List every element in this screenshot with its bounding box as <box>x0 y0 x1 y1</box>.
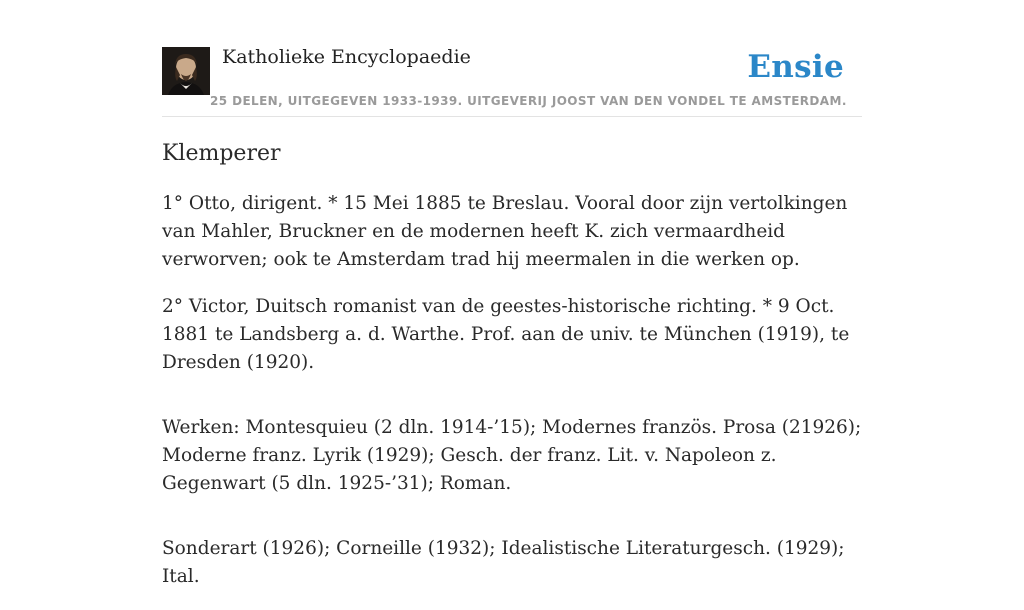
article-paragraph: 2° Victor, Duitsch romanist van de geestes-historische richting. * 9 Oct. 1881 te Landsberg a. d. Warthe. Prof. aan de univ. te München (1919), te Dresden (1920). <box>162 296 850 373</box>
source-title[interactable]: Katholieke Encyclopaedie <box>222 46 471 68</box>
source-header <box>162 44 862 117</box>
article-paragraph: Sonderart (1926); Corneille (1932); Idealistische Literaturgesch. (1929); Ital. <box>162 538 845 587</box>
article-title: Klemperer <box>162 141 281 166</box>
article-paragraph: 1° Otto, dirigent. * 15 Mei 1885 te Breslau. Vooral door zijn vertolkingen van Mahler, Bruckner en de modernen heeft K. zich vermaardheid verworven; ook te Amsterdam trad hij meermalen in die werken op. <box>162 193 848 270</box>
ensie-logo[interactable]: Ensie <box>747 49 844 85</box>
article <box>162 138 862 610</box>
portrait-avatar-icon[interactable] <box>162 47 210 95</box>
source-meta: 25 DELEN, UITGEGEVEN 1933-1939. UITGEVERIJ JOOST VAN DEN VONDEL TE AMSTERDAM. <box>210 94 847 108</box>
article-paragraph: Werken: Montesquieu (2 dln. 1914-’15); Modernes französ. Prosa (21926); Moderne franz. Lyrik (1929); Gesch. der franz. Lit. v. Napoleon z. Gegenwart (5 dln. 1925-’31); Roman. <box>162 417 862 494</box>
